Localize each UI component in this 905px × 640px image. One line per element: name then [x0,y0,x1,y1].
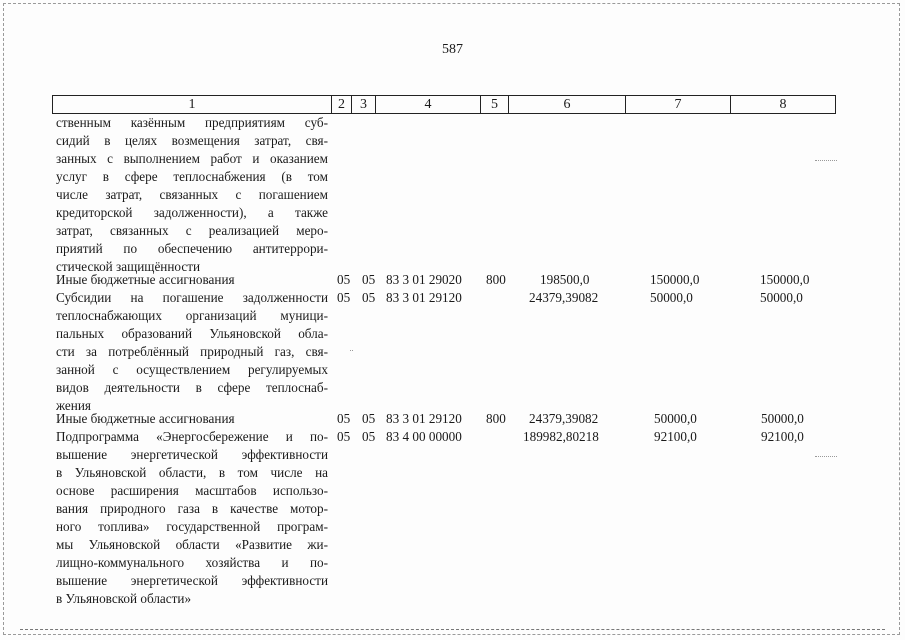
text-line: приятий по обеспечению антитеррори- [56,241,328,256]
text-line: пальных образований Ульяновской обла- [56,326,328,341]
text-line: сти за потреблённый природный газ, свя- [56,344,328,359]
header-col-7: 7 [625,95,731,114]
row1-description [56,271,328,289]
text-line: сидий в целях возмещения затрат, свя- [56,133,328,148]
row4-col6: 189982,80218 [523,429,599,444]
page-number: 587 [442,42,463,57]
scan-speck [350,350,353,352]
text-line: вания природного газа в качестве мотор- [56,501,328,516]
header-col-1: 1 [52,95,332,114]
text-line: затрат, связанных с реализацией меро- [56,223,328,238]
text-line: услуг в сфере теплоснабжения (в том [56,169,328,184]
row3-col2: 05 [337,411,351,426]
text-line: жения [56,398,91,413]
block1-description [56,114,328,276]
text-line: мы Ульяновской области «Развитие жи- [56,537,328,552]
text-line: в Ульяновской области, в том числе на [56,465,328,480]
text-line: занных с выполнением работ и оказанием [56,151,328,166]
row4-col2: 05 [337,429,351,444]
row1-col8: 150000,0 [760,272,810,287]
row2-col4: 83 3 01 29120 [386,290,462,305]
row1-col5: 800 [486,272,506,287]
row4-col4: 83 4 00 00000 [386,429,462,444]
scan-bottom-edge [20,629,885,630]
text-line: вышение энергетической эффективности [56,447,328,462]
text-line: теплоснабжающих организаций муници- [56,308,328,323]
row3-col6: 24379,39082 [529,411,599,426]
scan-speck [815,456,837,458]
row4-col7: 92100,0 [654,429,697,444]
row4-col3: 05 [362,429,376,444]
text-line: Иные бюджетные ассигнования [56,411,235,426]
header-col-3: 3 [351,95,376,114]
header-col-6: 6 [508,95,626,114]
row3-col7: 50000,0 [654,411,697,426]
scan-speck [815,160,837,162]
header-col-5: 5 [480,95,509,114]
text-line: основе расширения масштабов использо- [56,483,328,498]
text-line: ного топлива» государственной програм- [56,519,328,534]
row2-col3: 05 [362,290,376,305]
text-line: числе затрат, связанных с погашением [56,187,328,202]
header-col-4: 4 [375,95,481,114]
text-line: Субсидии на погашение задолженности [56,290,328,305]
text-line: лищно-коммунального хозяйства и по- [56,555,328,570]
row3-col5: 800 [486,411,506,426]
row1-col7: 150000,0 [650,272,700,287]
text-line: Иные бюджетные ассигнования [56,272,235,287]
row2-col8: 50000,0 [760,290,803,305]
row4-description [56,428,328,608]
row2-col7: 50000,0 [650,290,693,305]
header-col-2: 2 [331,95,352,114]
row1-col4: 83 3 01 29020 [386,272,462,287]
row1-col6: 198500,0 [540,272,590,287]
text-line: кредиторской задолженности), а также [56,205,328,220]
text-line: занной с осуществлением регулируемых [56,362,328,377]
table-header [52,95,836,114]
row2-col2: 05 [337,290,351,305]
row3-col4: 83 3 01 29120 [386,411,462,426]
row3-col8: 50000,0 [761,411,804,426]
row2-description [56,289,328,415]
text-line: видов деятельности в сфере теплоснаб- [56,380,328,395]
row1-col2: 05 [337,272,351,287]
text-line: ственным казённым предприятиям суб- [56,115,328,130]
text-line: стической защищённости [56,259,201,274]
row2-col6: 24379,39082 [529,290,599,305]
row1-col3: 05 [362,272,376,287]
row4-col8: 92100,0 [761,429,804,444]
text-line: в Ульяновской области» [56,591,192,606]
text-line: Подпрограмма «Энергосбережение и по- [56,429,328,444]
row3-description [56,410,328,428]
header-col-8: 8 [730,95,836,114]
text-line: вышение энергетической эффективности [56,573,328,588]
row3-col3: 05 [362,411,376,426]
